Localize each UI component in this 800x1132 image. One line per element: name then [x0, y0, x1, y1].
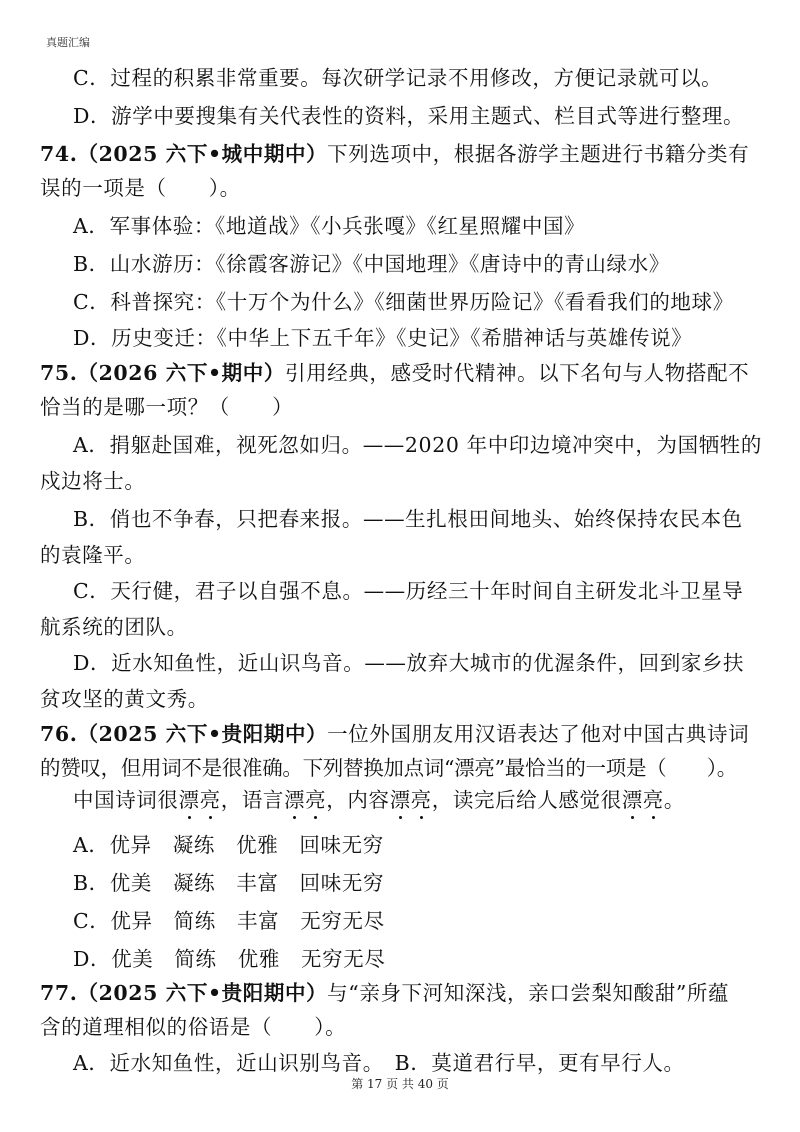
option-text: B．优美 凝练 丰富 回味无穷: [73, 871, 385, 895]
question-number: 76.: [40, 722, 78, 746]
sentence-part: ，内容: [326, 788, 390, 812]
option-text: 航系统的团队。: [40, 615, 188, 639]
option-text: D．历史变迁：《中华上下五千年》《史记》《希腊神话与英雄传说》: [73, 326, 693, 350]
emphasis-char: 漂: [284, 785, 305, 815]
emphasis-char: 漂: [390, 785, 411, 815]
question-source: （2025 六下•贵阳期中）: [77, 722, 328, 746]
sentence-part: ，语言: [220, 788, 285, 812]
question-text: 误的一项是（ ）。: [40, 176, 241, 200]
option-text: 戍边将士。: [40, 469, 146, 493]
option-text: C．优异 简练 丰富 无穷无尽: [73, 909, 385, 933]
example-sentence: [73, 785, 685, 815]
question-number: 74.: [40, 142, 78, 166]
question-source: （2025 六下•贵阳期中）: [77, 981, 328, 1005]
option-text: B．山水游历：《徐霞客游记》《中国地理》《唐诗中的青山绿水》: [73, 252, 670, 276]
option-text: A．军事体验：《地道战》《小兵张嘎》《红星照耀中国》: [73, 214, 586, 238]
emphasis-char: 漂: [179, 785, 200, 815]
question-text: 恰当的是哪一项？（ ）: [40, 395, 294, 419]
option-text: 的袁隆平。: [40, 543, 146, 567]
question-75: [40, 358, 749, 388]
option-text: A．近水知鱼性，近山识别鸟音。 B．莫道君行早，更有早行人。: [73, 1051, 685, 1075]
question-text: 引用经典，感受时代精神。以下名句与人物搭配不: [284, 361, 750, 385]
emphasis-char: 亮: [305, 785, 326, 815]
header-label: 真题汇编: [46, 36, 90, 49]
question-76: [40, 719, 749, 749]
sentence-part: ，读完后给人感觉很: [431, 788, 622, 812]
emphasis-char: 漂: [622, 785, 643, 815]
question-number: 77.: [40, 981, 78, 1005]
emphasis-char: 亮: [200, 785, 221, 815]
question-74: [40, 139, 749, 169]
question-text: 一位外国朋友用汉语表达了他对中国古典诗词: [327, 722, 750, 746]
question-text: 的赞叹，但用词不是很准确。下列替换加点词“漂亮”最恰当的一项是（ ）。: [40, 756, 737, 780]
option-text: B．俏也不争春，只把春来报。——生扎根田间地头、始终保持农民本色: [73, 507, 743, 531]
option-text: D．近水知鱼性，近山识鸟音。——放弃大城市的优渥条件，回到家乡扶: [73, 651, 745, 675]
option-text: D．游学中要搜集有关代表性的资料，采用主题式、栏目式等进行整理。: [73, 104, 745, 128]
option-text: A．优异 凝练 优雅 回味无穷: [73, 833, 384, 857]
option-text: A．捐躯赴国难，视死忽如归。——2020 年中印边境冲突中，为国牺牲的: [73, 433, 762, 457]
question-text: 下列选项中，根据各游学主题进行书籍分类有: [327, 142, 750, 166]
sentence-part: 中国诗词很: [73, 788, 179, 812]
emphasis-char: 亮: [411, 785, 432, 815]
emphasis-char: 亮: [643, 785, 664, 815]
page-number: 第 17 页 共 40 页: [351, 1077, 449, 1091]
question-text: 含的道理相似的俗语是（ ）。: [40, 1015, 347, 1039]
option-text: C．过程的积累非常重要。每次研学记录不用修改，方便记录就可以。: [73, 66, 723, 90]
question-text: 与“亲身下河知深浅，亲口尝梨知酸甜”所蕴: [327, 981, 730, 1005]
option-text: C．科普探究：《十万个为什么》《细菌世界历险记》《看看我们的地球》: [73, 290, 734, 314]
question-source: （2025 六下•城中期中）: [77, 142, 328, 166]
option-text: D．优美 简练 优雅 无穷无尽: [73, 947, 386, 971]
question-number: 75.: [40, 361, 78, 385]
sentence-part: 。: [663, 788, 686, 812]
option-text: 贫攻坚的黄文秀。: [40, 687, 209, 711]
option-text: C．天行健，君子以自强不息。——历经三十年时间自主研发北斗卫星导: [73, 579, 744, 603]
question-77: [40, 978, 729, 1008]
question-source: （2026 六下•期中）: [77, 361, 285, 385]
